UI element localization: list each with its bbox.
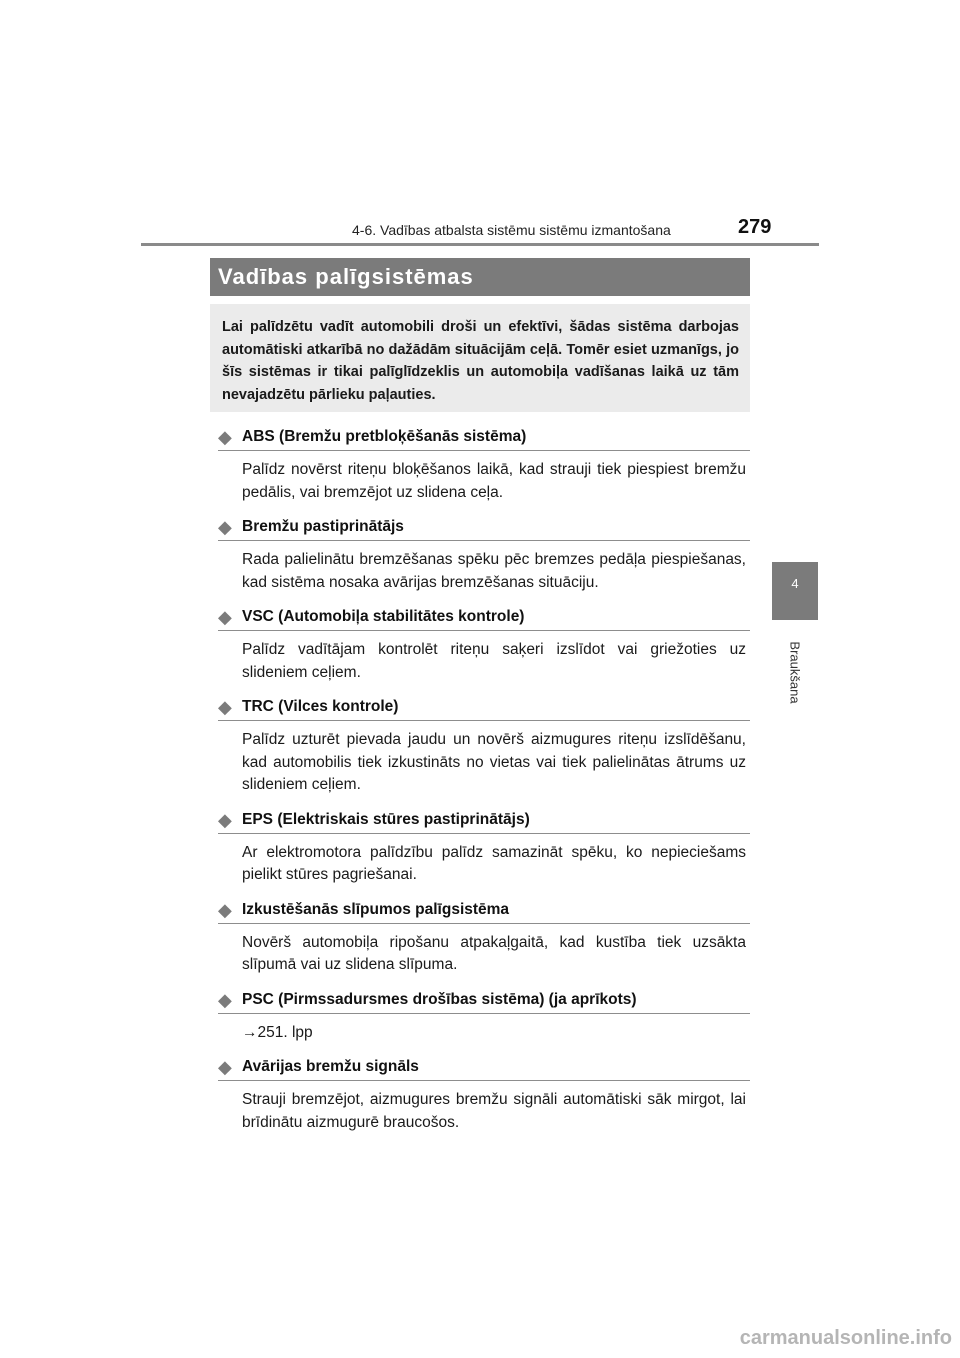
section-heading-text: Izkustēšanās slīpumos palīgsistēma <box>242 900 510 918</box>
section-heading <box>218 1054 750 1081</box>
diamond-icon: ◆ <box>218 989 232 1010</box>
diamond-icon: ◆ <box>218 1057 232 1077</box>
section-heading-text: ABS (Bremžu pretbloķēšanās sistēma) <box>242 428 527 445</box>
section-heading-text: PSC (Pirmssadursmes drošības sistēma) (ja aprīkots) <box>242 990 637 1008</box>
section-heading <box>218 807 750 834</box>
section-heading-text: Bremžu pastiprinātājs <box>242 518 404 535</box>
section-heading-text: TRC (Vilces kontrole) <box>242 698 399 715</box>
diamond-icon: ◆ <box>218 517 232 537</box>
section-text: Strauji bremzējot, aizmugures bremžu signāli automātiski sāk mirgot, lai brīdinātu aizmugurē braucošos. <box>242 1091 746 1131</box>
chapter-number: 4 <box>791 576 799 591</box>
diamond-icon: ◆ <box>218 427 232 447</box>
section-heading <box>218 694 750 721</box>
section-text: Rada palielinātu bremzēšanas spēku pēc bremzes pedāļa piespiešanas, kad sistēma nosaka avārijas bremzēšanas situāciju. <box>242 551 746 591</box>
section-hill-start-assist <box>218 897 750 977</box>
section-heading <box>218 987 750 1014</box>
section-heading <box>218 897 750 924</box>
page-reference: →251. lpp <box>242 1023 313 1041</box>
section-vsc <box>218 604 750 684</box>
section-text: Palīdz uzturēt pievada jaudu un novērš aizmugures riteņu izslīdēšanu, kad automobilis tiek izkustināts no vietas vai tiek palielinātas ātrums uz slideniem ceļiem. <box>242 731 746 793</box>
section-text: Palīdz vadītājam kontrolēt riteņu saķeri izslīdot vai griežoties uz slideniem ceļiem. <box>242 641 746 681</box>
sections-list <box>218 424 750 1144</box>
intro-box <box>210 304 750 412</box>
header-section-title: 4-6. Vadības atbalsta sistēmu sistēmu izmantošana <box>352 222 671 238</box>
page-title: Vadības palīgsistēmas <box>218 264 474 289</box>
section-psc <box>218 987 750 1045</box>
watermark: carmanualsonline.info <box>739 1327 952 1349</box>
diamond-icon: ◆ <box>218 899 232 920</box>
section-heading-text: VSC (Automobiļa stabilitātes kontrole) <box>242 608 525 625</box>
section-trc <box>218 694 750 797</box>
section-emergency-brake-signal <box>218 1054 750 1134</box>
intro-text: Lai palīdzētu vadīt automobili droši un efektīvi, šādas sistēma darbojas automātiski atkarībā no dažādām situācijām ceļā. Tomēr esiet uzmanīgs, jo šīs sistēmas ir tikai palīglīdzeklis un automobiļa vadīšanas laikā uz tām nevajadzētu pārlieku paļauties. <box>222 319 739 403</box>
chapter-tab <box>772 562 818 620</box>
chapter-label-container <box>773 632 817 712</box>
section-heading <box>218 604 750 631</box>
section-heading <box>218 424 750 451</box>
chapter-label: Braukšana <box>787 640 803 704</box>
section-heading-text: Avārijas bremžu signāls <box>242 1058 419 1075</box>
section-eps <box>218 807 750 887</box>
page-number: 279 <box>738 216 772 238</box>
diamond-icon: ◆ <box>218 607 232 627</box>
section-text: Novērš automobiļa ripošanu atpakaļgaitā, kad kustība tiek uzsākta slīpumā vai uz slidena slīpuma. <box>242 933 746 973</box>
diamond-icon: ◆ <box>218 697 232 717</box>
section-text: Ar elektromotora palīdzību palīdz samazināt spēku, ko nepieciešams pielikt stūres pagriešanai. <box>242 843 746 883</box>
section-text: Palīdz novērst riteņu bloķēšanos laikā, kad strauji tiek piespiest bremžu pedālis, vai bremzējot uz slidena ceļa. <box>242 461 746 501</box>
section-abs <box>218 424 750 504</box>
section-heading <box>218 514 750 541</box>
header-divider <box>141 243 819 246</box>
diamond-icon: ◆ <box>218 809 232 830</box>
page-title-band <box>210 258 750 296</box>
section-brake-assist <box>218 514 750 594</box>
section-heading-text: EPS (Elektriskais stūres pastiprinātājs) <box>242 810 530 828</box>
